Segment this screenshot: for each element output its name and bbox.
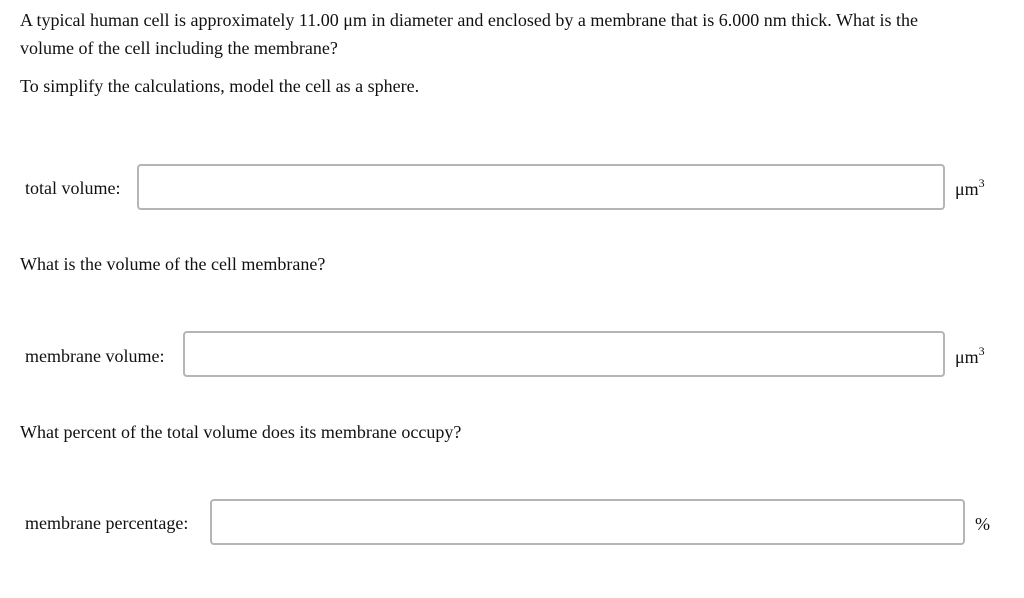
- membrane-volume-input[interactable]: [183, 331, 945, 377]
- total-volume-input[interactable]: [137, 164, 945, 210]
- total-volume-label: total volume:: [25, 178, 121, 198]
- membrane-percentage-label: membrane percentage:: [25, 513, 189, 533]
- question-intro-line1: A typical human cell is approximately 11.00 μm in diameter and enclosed by a membrane that is 6.000 nm thick. What is the: [20, 10, 918, 30]
- membrane-volume-question: What is the volume of the cell membrane?: [20, 254, 326, 274]
- membrane-percentage-input[interactable]: [210, 499, 965, 545]
- question-hint: To simplify the calculations, model the cell as a sphere.: [20, 76, 420, 96]
- membrane-percent-question: What percent of the total volume does its membrane occupy?: [20, 422, 462, 442]
- membrane-volume-label: membrane volume:: [25, 346, 165, 366]
- membrane-volume-unit: $\mu m^3$: [955, 344, 985, 367]
- total-volume-unit: $\mu m^3$: [955, 176, 985, 199]
- membrane-percentage-unit: %: [975, 514, 990, 534]
- question-intro-line2: volume of the cell including the membrane?: [20, 38, 338, 58]
